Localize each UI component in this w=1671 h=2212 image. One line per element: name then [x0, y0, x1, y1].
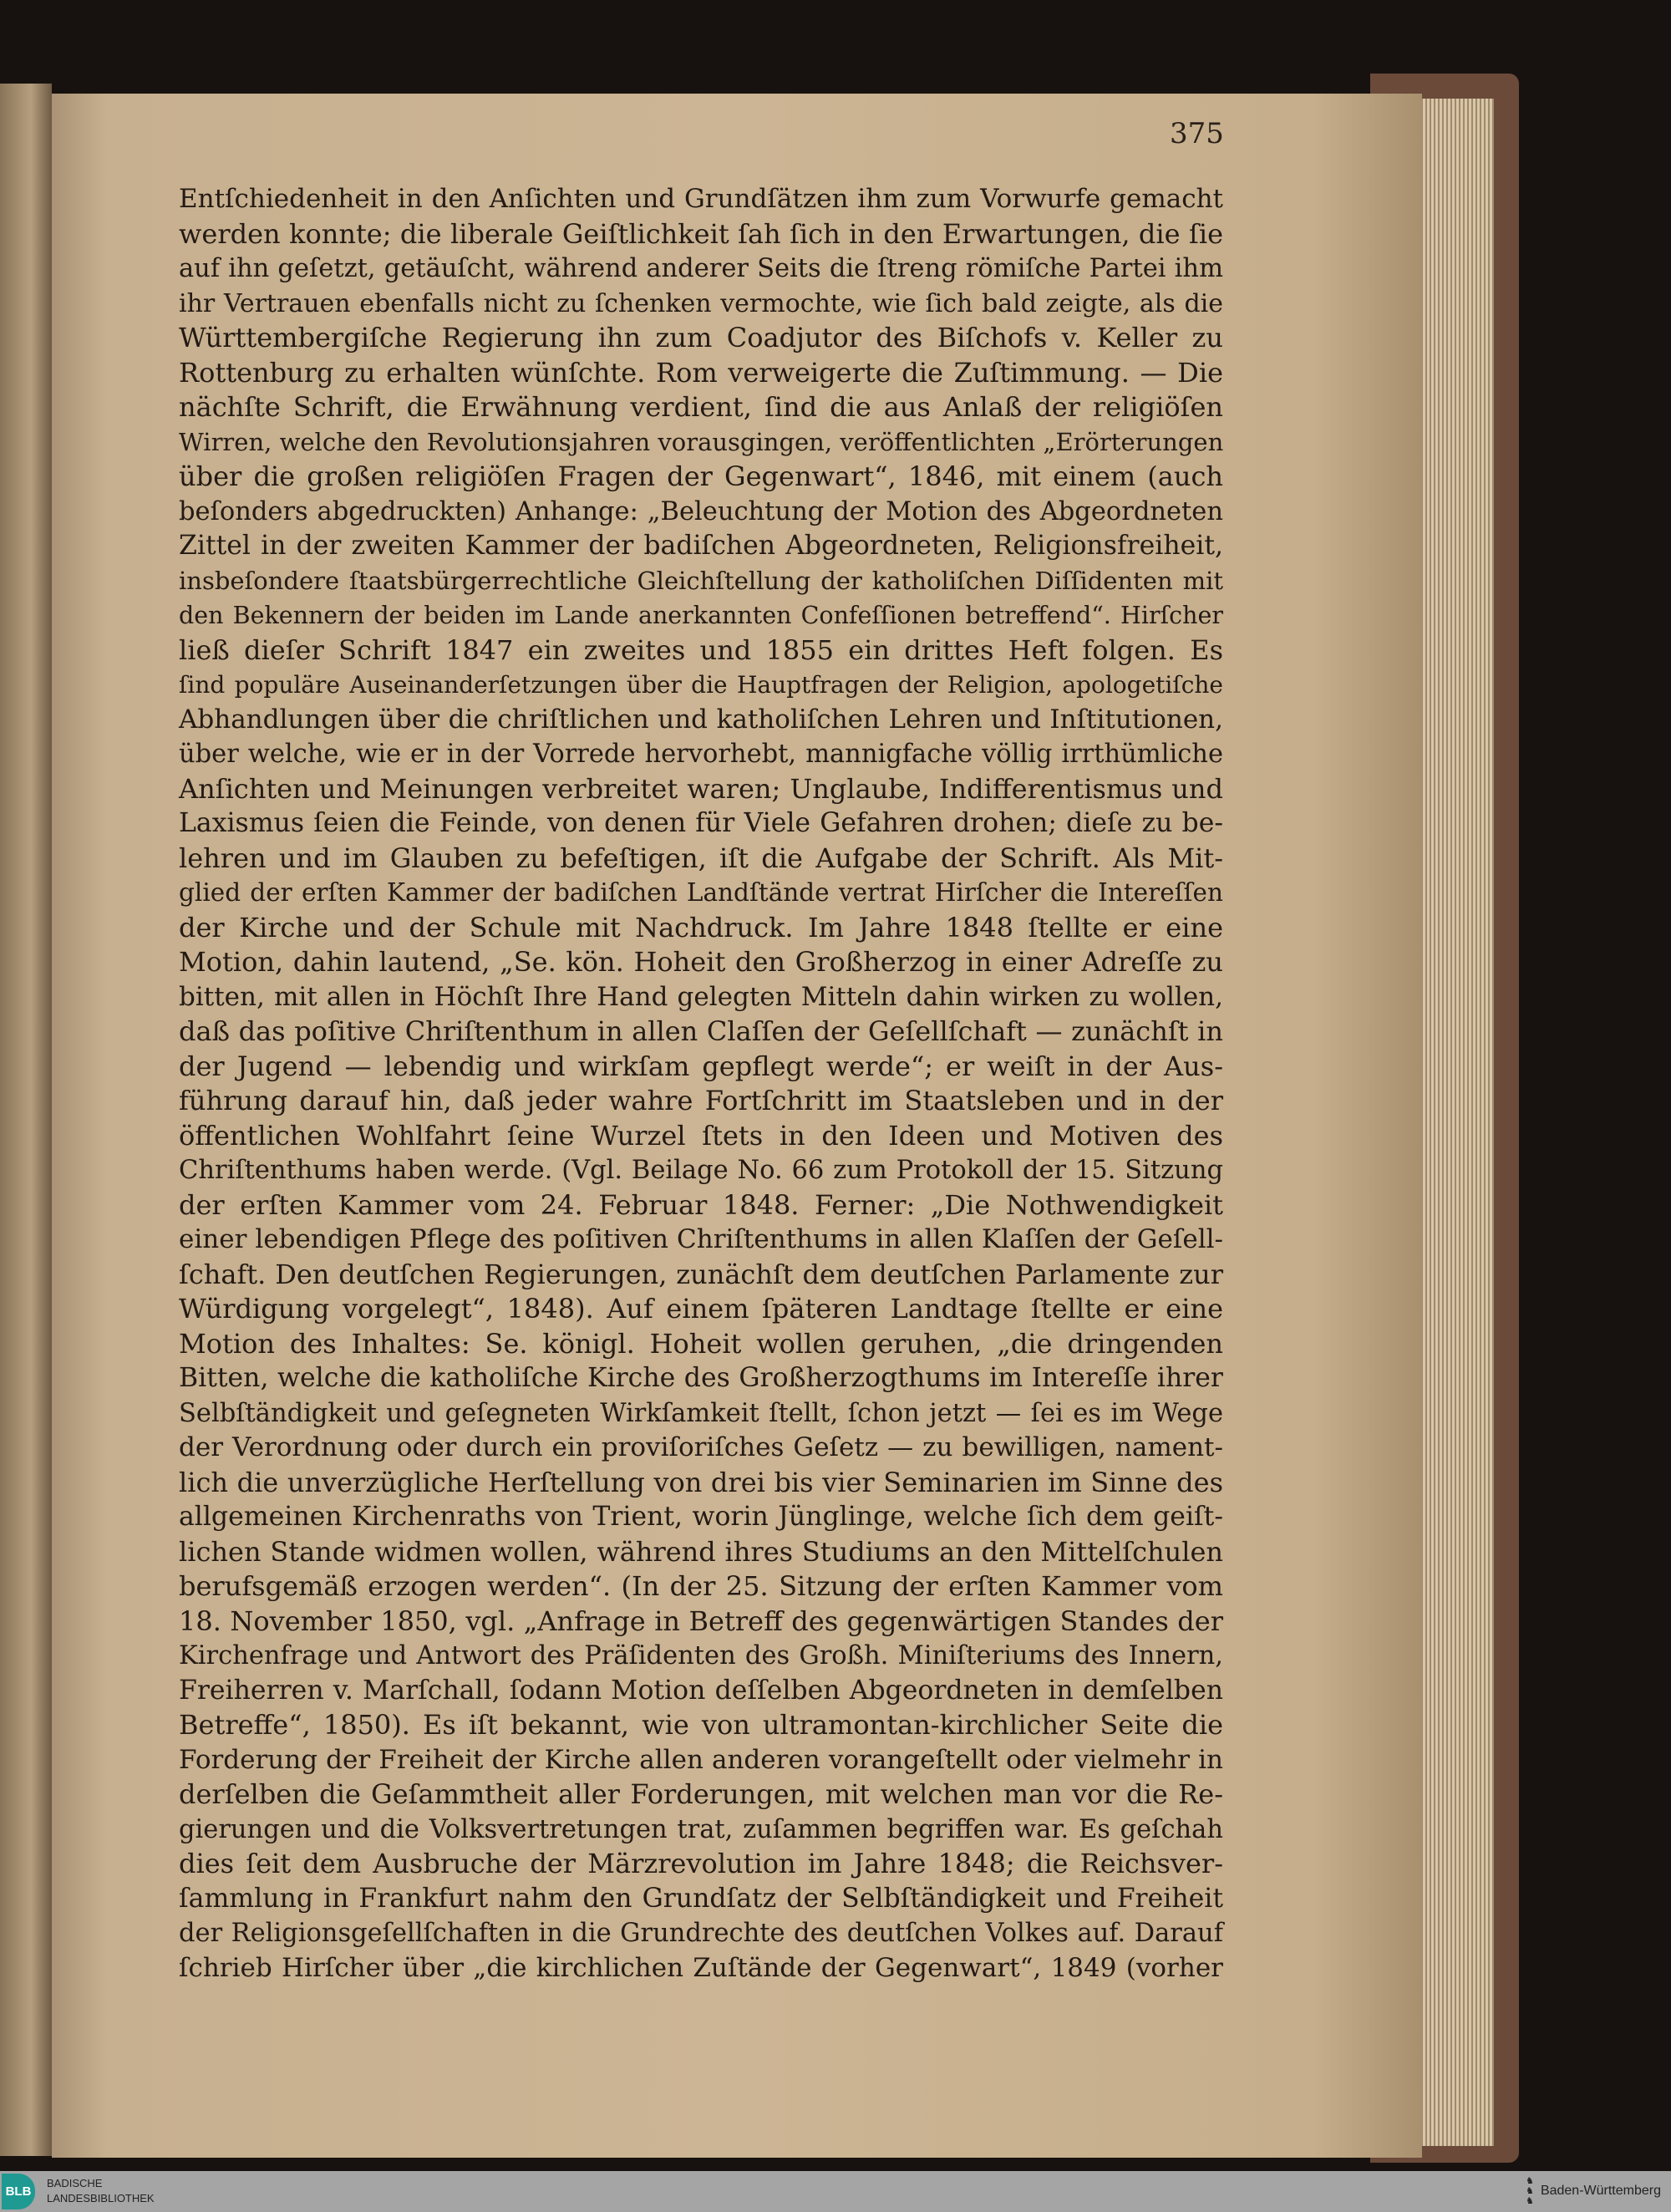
text-line: öffentlichen Wohlfahrt ſeine Wurzel ſtets in den Ideen und Motiven des [179, 1119, 1223, 1152]
library-name-line1: BADISCHE [47, 2177, 103, 2189]
text-line: lehren und im Glauben zu befeſtigen, iſt die Aufgabe der Schrift. Als Mit- [179, 842, 1223, 874]
text-line: daß das poſitive Chriſtenthum in allen Claſſen der Geſellſchaft — zunächſt in [179, 1015, 1223, 1047]
text-line: den Bekennern der beiden im Lande anerkannten Confeſſionen betreffend“. Hirſcher [179, 602, 1223, 629]
text-line: führung darauf hin, daß jeder wahre Fortſchritt im Staatsleben und in der [179, 1085, 1223, 1116]
text-line: über welche, wie er in der Vorrede hervorhebt, mannigfache völlig irrthümliche [179, 740, 1223, 769]
text-line: Zittel in der zweiten Kammer der badiſchen Abgeordneten, Religionsfreiheit, [179, 531, 1223, 561]
text-line: glied der erſten Kammer der badiſchen Landſtände vertrat Hirſcher die Intereſſen [179, 878, 1223, 907]
text-line: Chriſtenthums haben werde. (Vgl. Beilage No. 66 zum Protokoll der 15. Sitzung [179, 1156, 1223, 1185]
text-line: der erſten Kammer vom 24. Februar 1848. Ferner: „Die Nothwendigkeit [179, 1188, 1223, 1221]
baden-wuerttemberg-label: Baden-Württemberg [1540, 2184, 1661, 2198]
text-line: dies ſeit dem Ausbruche der Märzrevolution im Jahre 1848; die Reichsver- [179, 1848, 1223, 1879]
page-edges [1410, 99, 1494, 2146]
text-line: allgemeinen Kirchenraths von Trient, worin Jünglinge, welche ſich dem geiſt- [179, 1502, 1223, 1532]
text-line: werden konnte; die liberale Geiſtlichkeit ſah ſich in den Erwartungen, die ſie [179, 217, 1223, 250]
text-line: bitten, mit allen in Höchſt Ihre Hand gelegten Mitteln dahin wirken zu wollen, [179, 981, 1223, 1012]
page-number: 375 [1170, 117, 1224, 150]
text-line: auf ihn geſetzt, getäuſcht, während anderer Seits die ſtreng römiſche Partei ihm [179, 254, 1223, 283]
text-line: lich die unverzügliche Herſtellung von drei bis vier Seminarien im Sinne des [179, 1466, 1223, 1498]
text-line: Laxismus ſeien die Feinde, von denen für Viele Gefahren drohen; dieſe zu be- [179, 808, 1223, 838]
text-line: Abhandlungen über die chriſtlichen und katholiſchen Lehren und Inſtitutionen, [179, 704, 1223, 735]
text-line: berufsgemäß erzogen werden“. (In der 25. Sitzung der erſten Kammer vom [179, 1570, 1223, 1602]
text-line: Betreffe“, 1850). Es iſt bekannt, wie von ultramontan-kirchlicher Seite die [179, 1709, 1223, 1741]
text-line: der Religionsgeſellſchaften in die Grundrechte des deutſchen Volkes auf. Darauf [179, 1919, 1223, 1948]
text-line: lichen Stande widmen wollen, während ihres Studiums an den Mittelſchulen [179, 1535, 1223, 1568]
page-text [179, 182, 1223, 1986]
text-line: Freiherren v. Marſchall, ſodann Motion deſſelben Abgeordneten in demſelben [179, 1675, 1223, 1706]
text-line: ſchaft. Den deutſchen Regierungen, zunächſt dem deutſchen Parlamente zur [179, 1258, 1223, 1290]
text-line: der Jugend — lebendig und wirkſam gepflegt werde“; er weiſt in der Aus- [179, 1050, 1223, 1082]
text-line: der Verordnung oder durch ein proviſoriſches Geſetz — zu bewilligen, nament- [179, 1432, 1223, 1462]
library-name [47, 2176, 155, 2206]
footer-bar [0, 2171, 1671, 2212]
text-line: gierungen und die Volksvertretungen trat, zuſammen begriffen war. Es geſchah [179, 1814, 1223, 1844]
text-line: insbeſondere ſtaatsbürgerrechtliche Gleichſtellung der katholiſchen Diſſidenten mit [179, 566, 1223, 595]
text-line: ſammlung in Frankfurt nahm den Grundſatz der Selbſtändigkeit und Freiheit [179, 1883, 1223, 1914]
left-page-edge [0, 84, 52, 2156]
text-line: ſchrieb Hirſcher über „die kirchlichen Zuſtände der Gegenwart“, 1849 (vorher [179, 1952, 1223, 1983]
text-line: über die großen religiöſen Fragen der Gegenwart“, 1846, mit einem (auch [179, 460, 1223, 492]
text-line: Motion des Inhaltes: Se. königl. Hoheit wollen geruhen, „die dringenden [179, 1327, 1223, 1360]
text-line: einer lebendigen Pflege des poſitiven Chriſtenthums in allen Klaſſen der Geſell- [179, 1224, 1223, 1254]
text-line: Wirren, welche den Revolutionsjahren vorausgingen, veröffentlichten „Erörterungen [179, 427, 1224, 456]
three-lions-icon: ♞ ♞ ♞ [1526, 2176, 1534, 2206]
text-line: Württembergiſche Regierung ihn zum Coadjutor des Biſchofs v. Keller zu [179, 322, 1223, 353]
text-line: Selbſtändigkeit und geſegneten Wirkſamkeit ſtellt, ſchon jetzt — ſei es im Wege [179, 1398, 1223, 1428]
text-line: nächſte Schrift, die Erwähnung verdient, ſind die aus Anlaß der religiöſen [179, 391, 1223, 423]
text-line: ihr Vertrauen ebenfalls nicht zu ſchenken vermochte, wie ſich bald zeigte, als die [179, 288, 1223, 318]
baden-wuerttemberg-logo[interactable] [1526, 2176, 1661, 2206]
text-line: ſind populäre Auseinanderſetzungen über die Hauptfragen der Religion, apologetiſche [179, 671, 1223, 699]
text-line: Kirchenfrage und Antwort des Präſidenten des Großh. Miniſteriums des Innern, [179, 1641, 1223, 1670]
library-name-line2: LANDESBIBLIOTHEK [47, 2192, 155, 2204]
text-line: 18. November 1850, vgl. „Anfrage in Betreff des gegenwärtigen Standes der [179, 1604, 1223, 1637]
text-line: Bitten, welche die katholiſche Kirche des Großherzogthums im Intereſſe ihrer [179, 1363, 1223, 1393]
blb-logo[interactable]: BLB [2, 2174, 35, 2209]
text-line: Rottenburg zu erhalten wünſchte. Rom verweigerte die Zuſtimmung. — Die [179, 356, 1223, 389]
text-line: beſonders abgedruckten) Anhange: „Beleuchtung der Motion des Abgeordneten [179, 496, 1223, 526]
text-line: Entſchiedenheit in den Anſichten und Grundſätzen ihm zum Vorwurfe gemacht [179, 184, 1223, 214]
text-line: derſelben die Geſammtheit aller Forderungen, mit welchen man vor die Re- [179, 1778, 1223, 1810]
text-line: Würdigung vorgelegt“, 1848). Auf einem ſpäteren Landtage ſtellte er eine [179, 1293, 1223, 1325]
text-line: ließ dieſer Schrift 1847 ein zweites und 1855 ein drittes Heft folgen. Es [179, 633, 1223, 666]
text-line: Motion, dahin lautend, „Se. kön. Hoheit den Großherzog in einer Adreſſe zu [179, 946, 1223, 978]
text-line: Anſichten und Meinungen verbreitet waren; Unglaube, Indifferentismus und [179, 772, 1223, 805]
text-line: der Kirche und der Schule mit Nachdruck. Im Jahre 1848 ſtellte er eine [179, 911, 1223, 943]
text-line: Forderung der Freiheit der Kirche allen anderen vorangeſtellt oder vielmehr in [179, 1744, 1223, 1775]
